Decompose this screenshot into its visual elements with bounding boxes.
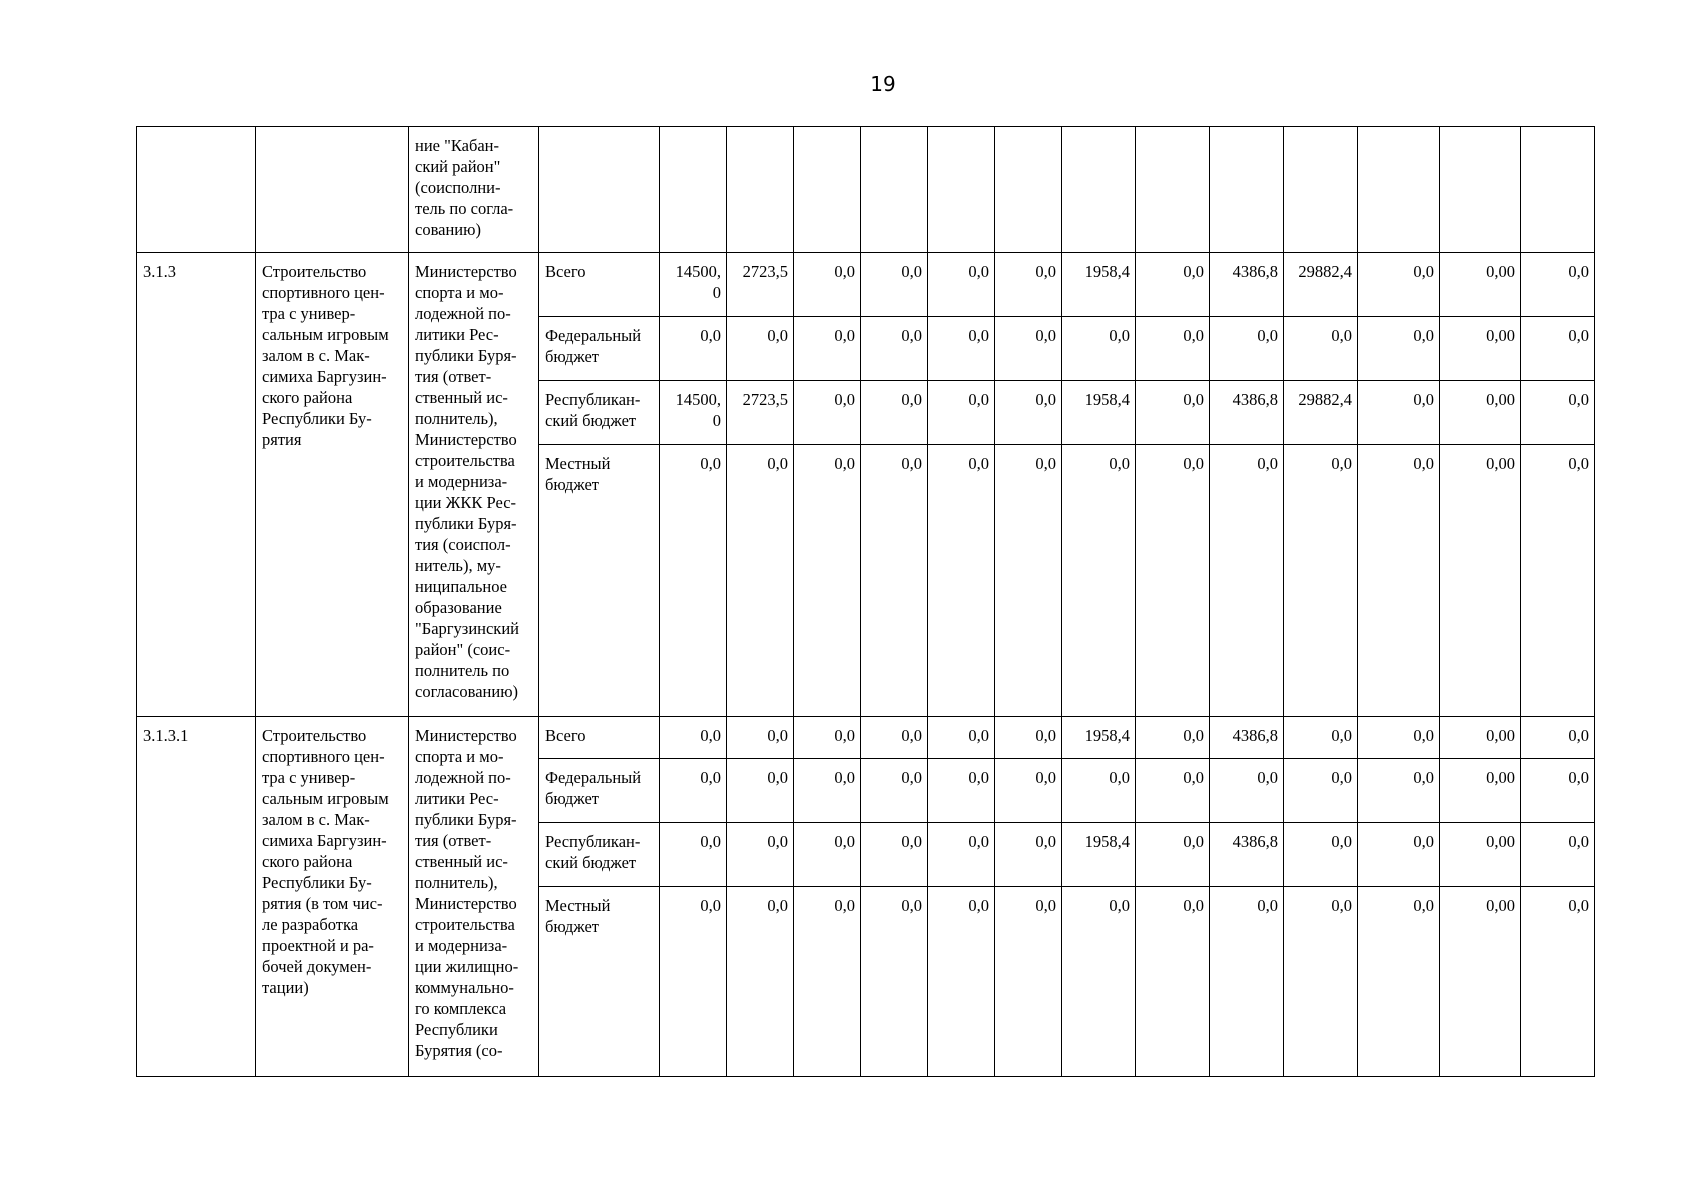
executor-cell: Министерство спорта и мо- лодежной по- литики Рес- публики Буря- тия (ответ- ственный ис- полнитель), Министерство строительства и модерниза- ции жилищно- коммунально- го комплекса Республики Бурятия (со- [409, 717, 539, 1077]
table-row [137, 253, 1595, 317]
value-cell: 2723,5 [727, 253, 794, 317]
value-cell: 29882,4 [1284, 381, 1358, 445]
value-cell: 0,0 [1284, 823, 1358, 887]
value-cell: 0,0 [1358, 823, 1440, 887]
funding-source-cell: Федеральный бюджет [539, 759, 660, 823]
value-cell: 0,0 [995, 317, 1062, 381]
cell-empty [995, 127, 1062, 253]
value-cell: 0,0 [1210, 317, 1284, 381]
value-cell: 0,0 [1284, 887, 1358, 1077]
cell-empty [1062, 127, 1136, 253]
value-cell: 0,0 [794, 445, 861, 717]
value-cell: 0,0 [928, 381, 995, 445]
value-cell: 14500, 0 [660, 381, 727, 445]
value-cell: 0,0 [928, 445, 995, 717]
value-cell: 4386,8 [1210, 381, 1284, 445]
value-cell: 0,0 [727, 759, 794, 823]
value-cell: 0,0 [995, 823, 1062, 887]
value-cell: 0,0 [995, 445, 1062, 717]
value-cell: 0,0 [1358, 887, 1440, 1077]
value-cell: 0,0 [794, 759, 861, 823]
value-cell: 0,0 [1358, 317, 1440, 381]
value-cell: 0,0 [928, 823, 995, 887]
cell-empty [794, 127, 861, 253]
cell-empty [1521, 127, 1595, 253]
budget-table-body [137, 127, 1595, 1077]
value-cell: 0,0 [928, 887, 995, 1077]
value-cell: 0,0 [1136, 253, 1210, 317]
value-cell: 2723,5 [727, 381, 794, 445]
value-cell: 0,0 [1521, 887, 1595, 1077]
value-cell: 0,0 [995, 887, 1062, 1077]
value-cell: 0,0 [1136, 717, 1210, 759]
value-cell: 0,0 [861, 253, 928, 317]
value-cell: 0,0 [1521, 317, 1595, 381]
value-cell: 0,0 [861, 887, 928, 1077]
budget-table [136, 126, 1595, 1077]
value-cell: 0,0 [794, 887, 861, 1077]
code-cell: 3.1.3.1 [137, 717, 256, 1077]
cell-empty [928, 127, 995, 253]
value-cell: 0,00 [1440, 317, 1521, 381]
value-cell: 0,0 [1521, 445, 1595, 717]
value-cell: 1958,4 [1062, 381, 1136, 445]
value-cell: 1958,4 [1062, 823, 1136, 887]
value-cell: 0,0 [727, 717, 794, 759]
cell-empty [727, 127, 794, 253]
value-cell: 0,0 [861, 381, 928, 445]
funding-source-cell: Республикан- ский бюджет [539, 823, 660, 887]
value-cell: 0,0 [794, 823, 861, 887]
value-cell: 0,0 [995, 717, 1062, 759]
value-cell: 4386,8 [1210, 253, 1284, 317]
value-cell: 4386,8 [1210, 717, 1284, 759]
value-cell: 0,0 [660, 445, 727, 717]
table-row [137, 717, 1595, 759]
value-cell: 0,0 [1521, 759, 1595, 823]
value-cell: 0,0 [794, 253, 861, 317]
value-cell: 0,0 [861, 317, 928, 381]
value-cell: 0,00 [1440, 717, 1521, 759]
measure-name-cell: Строительство спортивного цен- тра с универ- сальным игровым залом в с. Мак- симиха Баргузин- ского района Республики Бу- рятия [256, 253, 409, 717]
value-cell: 0,00 [1440, 381, 1521, 445]
value-cell: 0,0 [1521, 253, 1595, 317]
value-cell: 0,0 [928, 253, 995, 317]
value-cell: 0,0 [861, 823, 928, 887]
value-cell: 0,0 [1521, 823, 1595, 887]
value-cell: 0,0 [928, 759, 995, 823]
value-cell: 0,0 [794, 317, 861, 381]
cell-empty [1284, 127, 1358, 253]
value-cell: 0,0 [660, 317, 727, 381]
value-cell: 0,0 [1136, 317, 1210, 381]
value-cell: 0,0 [861, 759, 928, 823]
value-cell: 0,0 [928, 717, 995, 759]
value-cell: 0,0 [727, 823, 794, 887]
value-cell: 1958,4 [1062, 253, 1136, 317]
value-cell: 0,0 [1136, 381, 1210, 445]
executor-cell: ние "Кабан- ский район" (соисполни- тель по согла- сованию) [409, 127, 539, 253]
value-cell: 0,0 [1358, 445, 1440, 717]
executor-cell: Министерство спорта и мо- лодежной по- литики Рес- публики Буря- тия (ответ- ственный ис- полнитель), Министерство строительства и модерниза- ции ЖКК Рес- публики Буря- тия (соиспол- нитель), му- ниципальное образование "Баргузинский район" (соис- полнитель по согласованию) [409, 253, 539, 717]
value-cell: 0,0 [1358, 717, 1440, 759]
page-number: 19 [870, 72, 896, 96]
cell-empty [1440, 127, 1521, 253]
value-cell: 0,0 [794, 381, 861, 445]
cell-empty [1358, 127, 1440, 253]
value-cell: 0,0 [995, 381, 1062, 445]
value-cell: 0,0 [1521, 381, 1595, 445]
funding-source-cell: Республикан- ский бюджет [539, 381, 660, 445]
value-cell: 0,0 [1062, 317, 1136, 381]
value-cell: 0,0 [1284, 717, 1358, 759]
value-cell: 0,0 [995, 253, 1062, 317]
value-cell: 0,0 [727, 445, 794, 717]
value-cell: 0,0 [861, 445, 928, 717]
value-cell: 0,00 [1440, 887, 1521, 1077]
value-cell: 0,0 [1284, 759, 1358, 823]
cell-empty [256, 127, 409, 253]
cell-empty [861, 127, 928, 253]
cell-empty [539, 127, 660, 253]
cell-empty [1136, 127, 1210, 253]
value-cell: 4386,8 [1210, 823, 1284, 887]
funding-source-cell: Всего [539, 717, 660, 759]
value-cell: 0,0 [861, 717, 928, 759]
value-cell: 0,0 [1358, 759, 1440, 823]
value-cell: 0,0 [1136, 823, 1210, 887]
value-cell: 0,00 [1440, 823, 1521, 887]
value-cell: 0,00 [1440, 759, 1521, 823]
value-cell: 0,0 [727, 317, 794, 381]
value-cell: 0,0 [727, 887, 794, 1077]
value-cell: 0,0 [1521, 717, 1595, 759]
cell-empty [660, 127, 727, 253]
value-cell: 0,00 [1440, 445, 1521, 717]
measure-name-cell: Строительство спортивного цен- тра с универ- сальным игровым залом в с. Мак- симиха Баргузин- ского района Республики Бу- рятия (в том чис- ле разработка проектной и ра- бочей докумен- тации) [256, 717, 409, 1077]
value-cell: 0,0 [1358, 381, 1440, 445]
cell-empty [137, 127, 256, 253]
value-cell: 0,0 [1358, 253, 1440, 317]
funding-source-cell: Местный бюджет [539, 445, 660, 717]
value-cell: 0,0 [1210, 445, 1284, 717]
value-cell: 0,0 [1062, 445, 1136, 717]
funding-source-cell: Всего [539, 253, 660, 317]
value-cell: 0,0 [1284, 317, 1358, 381]
funding-source-cell: Местный бюджет [539, 887, 660, 1077]
value-cell: 0,0 [1136, 887, 1210, 1077]
value-cell: 0,0 [1210, 887, 1284, 1077]
value-cell: 0,0 [794, 717, 861, 759]
value-cell: 0,0 [1284, 445, 1358, 717]
value-cell: 0,0 [1210, 759, 1284, 823]
value-cell: 0,00 [1440, 253, 1521, 317]
value-cell: 0,0 [928, 317, 995, 381]
value-cell: 0,0 [1136, 759, 1210, 823]
funding-source-cell: Федеральный бюджет [539, 317, 660, 381]
value-cell: 0,0 [660, 823, 727, 887]
value-cell: 0,0 [1062, 887, 1136, 1077]
continuation-row [137, 127, 1595, 253]
code-cell: 3.1.3 [137, 253, 256, 717]
value-cell: 1958,4 [1062, 717, 1136, 759]
value-cell: 0,0 [1136, 445, 1210, 717]
value-cell: 0,0 [1062, 759, 1136, 823]
value-cell: 0,0 [660, 887, 727, 1077]
value-cell: 0,0 [660, 717, 727, 759]
value-cell: 0,0 [660, 759, 727, 823]
cell-empty [1210, 127, 1284, 253]
value-cell: 0,0 [995, 759, 1062, 823]
value-cell: 29882,4 [1284, 253, 1358, 317]
value-cell: 14500, 0 [660, 253, 727, 317]
